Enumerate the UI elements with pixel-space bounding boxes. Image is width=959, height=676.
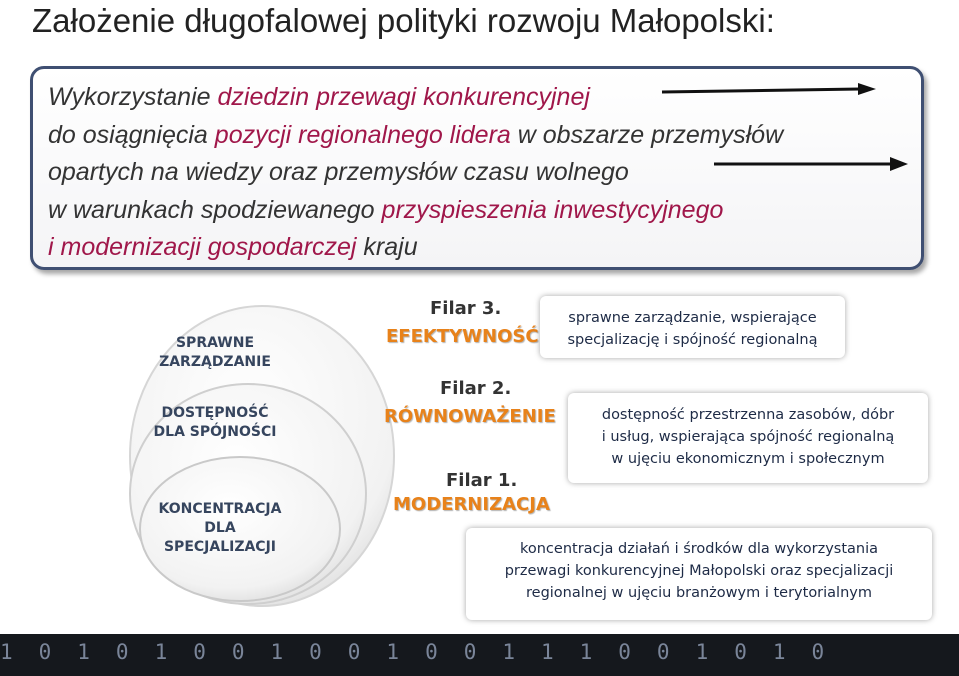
pillar-3-description: sprawne zarządzanie, wspierające specjalizację i spójność regionalną (567, 310, 818, 348)
middle-circle-label: DOSTĘPNOŚĆ DLA SPÓJNOŚCI (153, 405, 277, 440)
statement-line-2: do osiągnięcia pozycji regionalnego lidera w obszarze przemysłów (48, 120, 784, 149)
binary-digits: 1010100100100111001010 (0, 640, 851, 664)
pillar-3-number: Filar 3. (430, 298, 502, 319)
statement-line-5: i modernizacji gospodarczej kraju (48, 233, 418, 261)
highlight-text: przyspieszenia inwestycyjnego (381, 195, 724, 224)
pillar-2-description: dostępność przestrzenna zasobów, dóbr i usług, wspierająca spójność regionalną w ujęciu ekonomicznym i społecznym (601, 407, 895, 467)
highlight-text: pozycji regionalnego lidera (214, 120, 511, 149)
statement-text (48, 79, 783, 267)
inner-circle-label: KONCENTRACJA DLA SPECJALIZACJI (158, 501, 282, 555)
statement-line-1: Wykorzystanie dziedzin przewagi konkurencyjnej (48, 83, 590, 111)
arrow-right-icon (712, 153, 910, 175)
pillar-2-name: RÓWNOWAŻENIE (384, 406, 556, 427)
outer-circle-label: SPRAWNE ZARZĄDZANIE (159, 335, 271, 370)
statement-line-3: opartych na wiedzy oraz przemysłów czasu wolnego (48, 158, 629, 186)
statement-line-4: w warunkach spodziewanego przyspieszenia inwestycyjnego (48, 195, 724, 224)
pillar-2-number: Filar 2. (440, 378, 512, 399)
highlight-text: i modernizacji gospodarczej (48, 233, 357, 261)
arrow-right-icon (660, 80, 880, 100)
binary-decoration-strip (0, 634, 959, 676)
pillar-3-name: EFEKTYWNOŚĆ (386, 326, 539, 347)
highlight-text: dziedzin przewagi konkurencyjnej (217, 83, 590, 111)
page-title: Założenie długofalowej polityki rozwoju Małopolski: (32, 2, 775, 39)
pillar-1-description: koncentracja działań i środków dla wykorzystania przewagi konkurencyjnej Małopolski oraz specjalizacji regionalnej w ujęciu branżowym i terytorialnym (504, 541, 894, 601)
pillar-1-number: Filar 1. (446, 470, 518, 491)
pillar-1-name: MODERNIZACJA (393, 494, 550, 515)
